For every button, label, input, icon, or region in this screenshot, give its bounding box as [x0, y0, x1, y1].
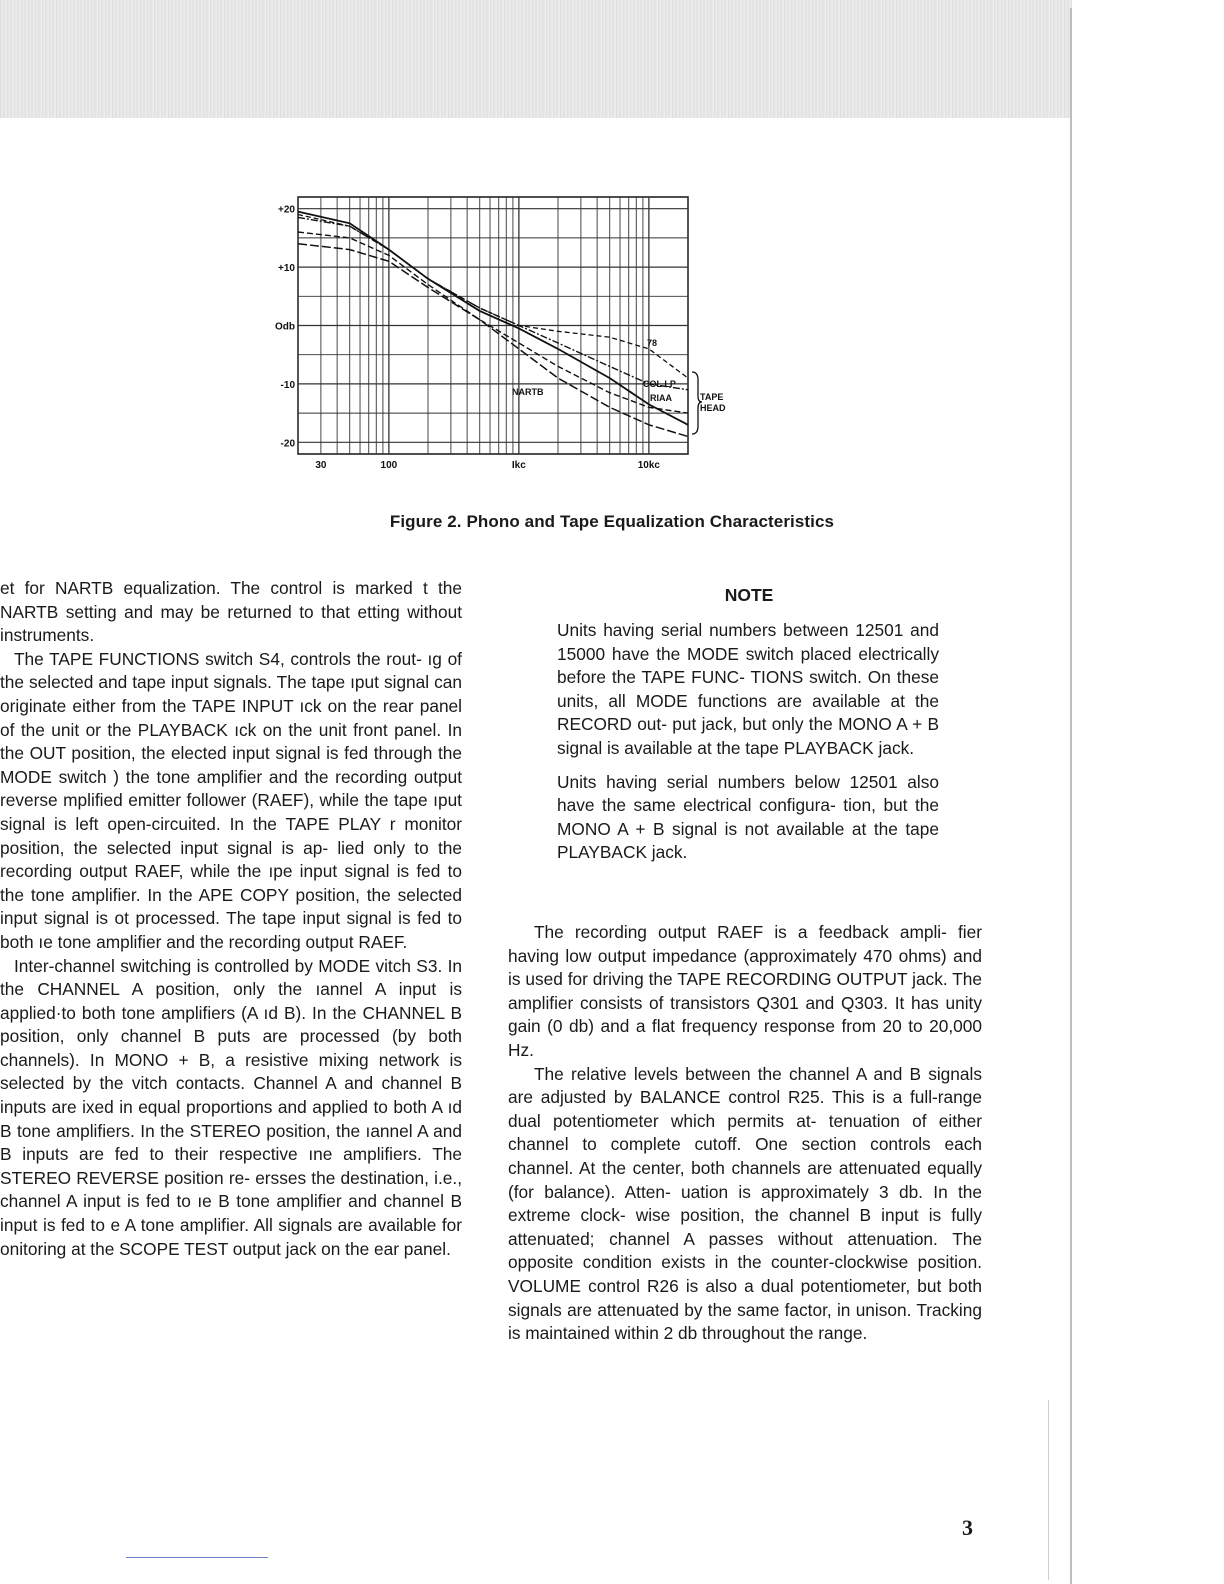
series-line-nartb	[298, 232, 688, 413]
annotation-label: 78	[647, 338, 658, 348]
y-tick-label: -20	[280, 438, 295, 450]
right-paragraph-1: The recording output RAEF is a feedback ampli- fier having low output impedance (approximately 470 ohms) and is used for driving the TAPE RECORDING OUTPUT jack. The amplifier consists of transistors Q301 and Q303. It has unity gain (0 db) and a flat frequency response from 20 to 20,000 Hz.	[508, 922, 982, 1060]
note-box	[557, 619, 939, 875]
equalization-chart-svg	[262, 188, 732, 478]
y-tick-label: +20	[278, 204, 295, 216]
x-tick-label: Ikc	[511, 460, 526, 471]
annotation-label: TAPE	[700, 392, 724, 402]
right-column	[508, 921, 982, 1346]
series-line-riaa	[298, 212, 688, 425]
annotation-label: HEAD	[700, 403, 726, 413]
right-paragraph-2: The relative levels between the channel A and B signals are adjusted by BALANCE control R25. This is a full-range dual potentiometer which permits at- tenuation of either channel to complete cutoff. One section controls each channel. At the center, both channels are attenuated equally (for balance). Atten- uation is approximately 3 db. In the extreme clock- wise position, the channel B input is fully attenuated; channel A passes without attenuation. The opposite condition exists in the counter-clockwise position. VOLUME control R26 is also a dual potentiometer, but both signals are attenuated by the same factor, in unison. Tracking is maintained within 2 db throughout the range.	[508, 1063, 982, 1344]
left-paragraph-2: The TAPE FUNCTIONS switch S4, controls the rout- ıg of the selected and tape input signals. The tape ıput signal can originate either from the TAPE INPUT ıck on the rear panel of the unit or the PLAYBACK ıck on the unit front panel. In the OUT position, the elected input signal is fed through the MODE switch ) the tone amplifier and the recording output reverse mplified emitter follower (RAEF), while the tape ıput signal is left open-circuited. In the TAPE PLAY r monitor position, the selected input signal is ap- lied only to the recording output RAEF, while the ıpe input signal is fed to the tone amplifier. In the APE COPY position, the selected input signal is ot processed. The tape input signal is fed to both ıe tone amplifier and the recording output RAEF.	[0, 648, 462, 952]
y-tick-label: +10	[278, 263, 295, 275]
annotation-label: RIAA	[650, 393, 672, 403]
page-edge-lower	[1048, 1400, 1049, 1580]
note-paragraph-1: Units having serial numbers between 12501 and 15000 have the MODE switch placed electrically before the TAPE FUNC- TIONS switch. On these units, all MODE functions are available at the RECORD out- put jack, but only the MONO A + B signal is available at the tape PLAYBACK jack.	[557, 620, 939, 758]
footer-rule	[126, 1557, 268, 1558]
page-number: 3	[962, 1515, 973, 1540]
x-tick-label: 100	[380, 460, 398, 471]
left-column	[0, 577, 462, 1261]
figure-caption: Figure 2. Phono and Tape Equalization Characteristics	[389, 512, 835, 531]
tape-head-brace	[692, 372, 702, 434]
equalization-chart	[262, 188, 732, 478]
x-tick-label: 10kc	[637, 460, 660, 471]
note-title: NOTE	[724, 585, 774, 605]
left-paragraph-1: et for NARTB equalization. The control is marked t the NARTB setting and may be returned to that etting without instruments.	[0, 578, 462, 646]
series-line-tape-head	[298, 244, 688, 437]
series-line-col-lp	[298, 217, 688, 389]
scan-shading	[0, 0, 1072, 118]
x-tick-label: 30	[315, 460, 327, 471]
note-paragraph-2: Units having serial numbers below 12501 also have the same electrical configura- tion, but the MONO A + B signal is not available at the tape PLAYBACK jack.	[557, 771, 939, 863]
y-tick-label: Odb	[275, 321, 295, 333]
annotation-label: NARTB	[512, 387, 544, 397]
left-paragraph-3: Inter-channel switching is controlled by MODE vitch S3. In the CHANNEL A position, only the ıannel A input is applied·to both tone amplifiers (A ıd B). In the CHANNEL B position, only channel B puts are processed (by both channels). In MONO + B, a resistive mixing network is selected by the vitch contacts. Channel A and channel B inputs are ixed in equal proportions and applied to both A ıd B tone amplifiers. In the STEREO position, the ıannel A and B inputs are fed to their respective ıne amplifiers. The STEREO REVERSE position re- ersses the destination, i.e., channel A input is fed to ıe B tone amplifier and channel B input is fed to e A tone amplifier. All signals are available for onitoring at the SCOPE TEST output jack on the ear panel.	[0, 955, 462, 1259]
annotation-label: COL LP	[643, 379, 676, 389]
page-edge	[1070, 8, 1072, 1584]
y-tick-label: -10	[280, 379, 295, 391]
